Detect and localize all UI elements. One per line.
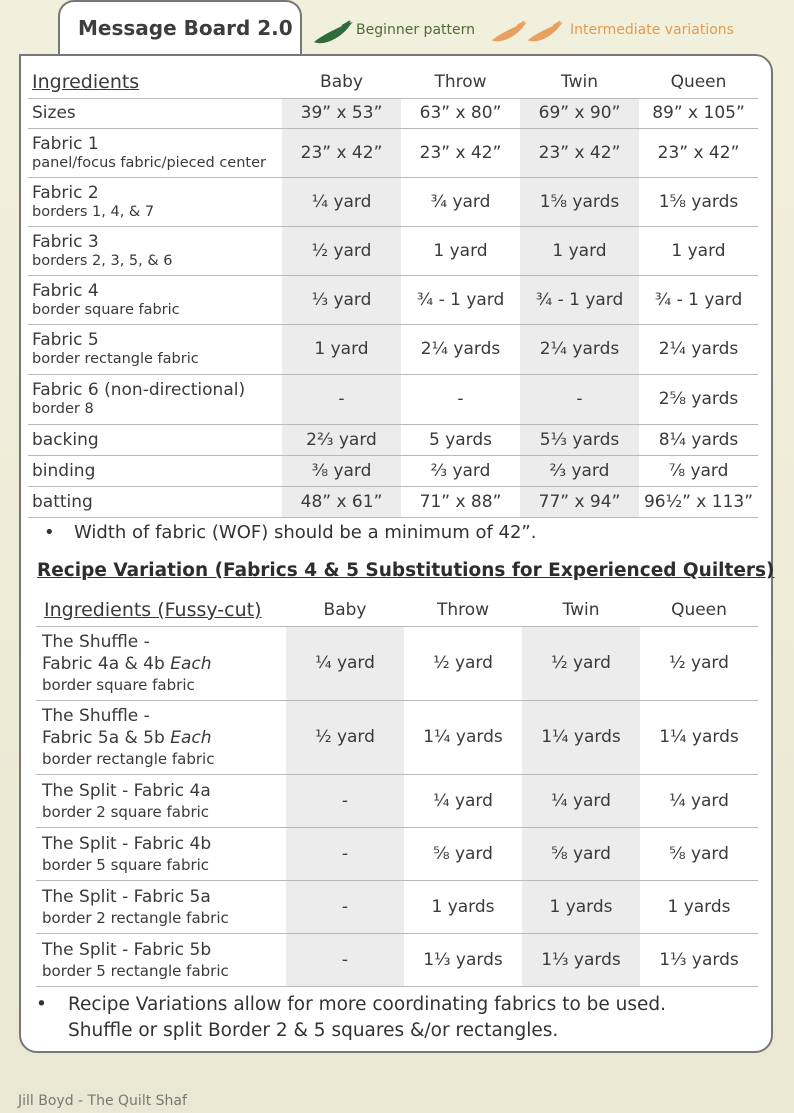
intermediate-legend: Intermediate variations bbox=[570, 22, 734, 38]
cell-value: - bbox=[282, 374, 401, 424]
cell-value: 1⅓ yards bbox=[640, 933, 758, 986]
row-label bbox=[28, 324, 282, 374]
cell-value: ¾ - 1 yard bbox=[639, 275, 758, 324]
cell-value: 5⅓ yards bbox=[520, 424, 639, 455]
table-row bbox=[36, 774, 758, 827]
cell-value: 2¼ yards bbox=[639, 324, 758, 374]
table-header-row bbox=[28, 66, 758, 98]
orange-chili-icon bbox=[526, 20, 564, 46]
column-header: Queen bbox=[640, 594, 758, 626]
cell-value: ⅜ yard bbox=[282, 455, 401, 486]
row-label-line2: Fabric 4a & 4b Each bbox=[42, 654, 212, 674]
cell-value: 1⅓ yards bbox=[522, 933, 640, 986]
beginner-legend: Beginner pattern bbox=[356, 22, 475, 38]
cell-value: ½ yard bbox=[404, 626, 522, 700]
cell-value: ¼ yard bbox=[286, 626, 404, 700]
cell-value: ¼ yard bbox=[522, 774, 640, 827]
row-label-sub: borders 1, 4, & 7 bbox=[32, 203, 155, 220]
cell-value: ¼ yard bbox=[404, 774, 522, 827]
cell-value: 96½” x 113” bbox=[639, 486, 758, 517]
column-header: Baby bbox=[282, 66, 401, 98]
cell-value: ¼ yard bbox=[640, 774, 758, 827]
row-label-sub: borders 2, 3, 5, & 6 bbox=[32, 252, 173, 269]
cell-value: 1¼ yards bbox=[404, 700, 522, 774]
table-row bbox=[36, 626, 758, 700]
wof-note-text: Width of fabric (WOF) should be a minimum of 42”. bbox=[74, 522, 537, 543]
cell-value: 2¼ yards bbox=[401, 324, 520, 374]
row-label-main: Fabric 5 bbox=[32, 330, 99, 350]
column-header: Queen bbox=[639, 66, 758, 98]
cell-value: 89” x 105” bbox=[639, 98, 758, 128]
table-row bbox=[36, 933, 758, 986]
variation-table bbox=[36, 594, 758, 987]
row-label-sub: border square fabric bbox=[42, 676, 195, 694]
row-label bbox=[28, 275, 282, 324]
row-label-sub: border 5 rectangle fabric bbox=[42, 961, 229, 980]
cell-value: 8¼ yards bbox=[639, 424, 758, 455]
table-row bbox=[36, 827, 758, 880]
row-label bbox=[28, 177, 282, 226]
green-chili-icon bbox=[312, 20, 354, 48]
row-label-main: The Split - Fabric 5a bbox=[42, 886, 211, 907]
row-label bbox=[28, 128, 282, 177]
table-row bbox=[36, 880, 758, 933]
row-label-main: The Split - Fabric 4b bbox=[42, 833, 212, 854]
cell-value: 1 yards bbox=[640, 880, 758, 933]
cell-value: ¼ yard bbox=[282, 177, 401, 226]
recipe-variation-title: Recipe Variation (Fabrics 4 & 5 Substitutions for Experienced Quilters) bbox=[37, 560, 775, 581]
cell-value: - bbox=[286, 827, 404, 880]
cell-value: 71” x 88” bbox=[401, 486, 520, 517]
cell-value: 1¼ yards bbox=[640, 700, 758, 774]
row-label: binding bbox=[28, 455, 282, 486]
row-label-sub: border square fabric bbox=[32, 301, 180, 318]
cell-value: 1⅓ yards bbox=[404, 933, 522, 986]
ingredients-table bbox=[28, 66, 758, 518]
cell-value: 1⅝ yards bbox=[639, 177, 758, 226]
cell-value: 23” x 42” bbox=[401, 128, 520, 177]
row-label-sub: border 5 square fabric bbox=[42, 855, 210, 874]
cell-value: - bbox=[520, 374, 639, 424]
orange-chili-icon bbox=[490, 20, 528, 46]
table-row bbox=[28, 455, 758, 486]
cell-value: 1 yards bbox=[404, 880, 522, 933]
row-label bbox=[36, 700, 286, 774]
cell-value: 1 yards bbox=[522, 880, 640, 933]
table-row bbox=[28, 275, 758, 324]
cell-value: 77” x 94” bbox=[520, 486, 639, 517]
column-header: Throw bbox=[404, 594, 522, 626]
cell-value: ¾ - 1 yard bbox=[401, 275, 520, 324]
cell-value: 1 yard bbox=[639, 226, 758, 275]
cell-value: ⅞ yard bbox=[639, 455, 758, 486]
cell-value: - bbox=[286, 933, 404, 986]
row-label bbox=[36, 626, 286, 700]
table-row bbox=[36, 700, 758, 774]
row-label-main: The Split - Fabric 4a bbox=[42, 780, 211, 801]
cell-value: 23” x 42” bbox=[520, 128, 639, 177]
cell-value: 69” x 90” bbox=[520, 98, 639, 128]
column-header: Baby bbox=[286, 594, 404, 626]
cell-value: 1⅝ yards bbox=[520, 177, 639, 226]
row-label-sub: border 2 square fabric bbox=[42, 802, 210, 821]
cell-value: ½ yard bbox=[522, 626, 640, 700]
cell-value: 39” x 53” bbox=[282, 98, 401, 128]
footer-credit: Jill Boyd - The Quilt Shaf bbox=[18, 1093, 187, 1109]
table-row bbox=[28, 374, 758, 424]
cell-value: ½ yard bbox=[286, 700, 404, 774]
recipe-note bbox=[36, 992, 667, 1044]
row-label-main: Fabric 6 (non-directional) bbox=[32, 380, 246, 400]
cell-value: ½ yard bbox=[282, 226, 401, 275]
row-label: batting bbox=[28, 486, 282, 517]
row-label-sub: border 8 bbox=[32, 401, 94, 417]
cell-value: 63” x 80” bbox=[401, 98, 520, 128]
table-row bbox=[28, 486, 758, 517]
column-header: Throw bbox=[401, 66, 520, 98]
cell-value: ⅝ yard bbox=[640, 827, 758, 880]
row-label: Sizes bbox=[28, 98, 282, 128]
cell-value: 5 yards bbox=[401, 424, 520, 455]
row-label-main: Fabric 4 bbox=[32, 280, 99, 301]
cell-value: ¾ - 1 yard bbox=[520, 275, 639, 324]
row-label-main: The Shuffle - bbox=[42, 706, 150, 726]
row-label-main: The Split - Fabric 5b bbox=[42, 939, 212, 960]
bullet: • bbox=[44, 522, 55, 543]
cell-value: - bbox=[401, 374, 520, 424]
table-row bbox=[28, 424, 758, 455]
cell-value: ⅝ yard bbox=[522, 827, 640, 880]
row-label-main: Fabric 1 bbox=[32, 133, 99, 154]
cell-value: ⅝ yard bbox=[404, 827, 522, 880]
cell-value: ¾ yard bbox=[401, 177, 520, 226]
recipe-note-line: Recipe Variations allow for more coordinating fabrics to be used. bbox=[68, 994, 667, 1015]
column-header: Ingredients bbox=[28, 66, 282, 98]
column-header: Ingredients (Fussy-cut) bbox=[36, 594, 286, 626]
cell-value: 1 yard bbox=[282, 324, 401, 374]
cell-value: 48” x 61” bbox=[282, 486, 401, 517]
row-label bbox=[36, 774, 286, 827]
cell-value: 1¼ yards bbox=[522, 700, 640, 774]
pattern-title: Message Board 2.0 bbox=[78, 16, 293, 40]
cell-value: ⅓ yard bbox=[282, 275, 401, 324]
table-row bbox=[28, 324, 758, 374]
row-label-main: The Shuffle - bbox=[42, 632, 150, 652]
row-label-main: Fabric 3 bbox=[32, 231, 99, 252]
row-label-line2: Fabric 5a & 5b Each bbox=[42, 728, 212, 748]
cell-value: 1 yard bbox=[520, 226, 639, 275]
row-label bbox=[28, 374, 282, 424]
cell-value: - bbox=[286, 774, 404, 827]
row-label-sub: panel/focus fabric/pieced center bbox=[32, 154, 266, 171]
row-label-sub: border rectangle fabric bbox=[32, 351, 199, 367]
cell-value: 2¼ yards bbox=[520, 324, 639, 374]
table-row bbox=[28, 98, 758, 128]
recipe-note-line: Shuffle or split Border 2 & 5 squares &/or rectangles. bbox=[68, 1020, 559, 1041]
cell-value: ½ yard bbox=[640, 626, 758, 700]
table-row bbox=[28, 226, 758, 275]
cell-value: 1 yard bbox=[401, 226, 520, 275]
table-row bbox=[28, 128, 758, 177]
cell-value: 2⅔ yard bbox=[282, 424, 401, 455]
cell-value: 23” x 42” bbox=[282, 128, 401, 177]
column-header: Twin bbox=[522, 594, 640, 626]
row-label-main: Fabric 2 bbox=[32, 182, 99, 203]
row-label-sub: border rectangle fabric bbox=[42, 750, 215, 768]
row-label bbox=[36, 827, 286, 880]
row-label: backing bbox=[28, 424, 282, 455]
table-row bbox=[28, 177, 758, 226]
row-label bbox=[28, 226, 282, 275]
cell-value: ⅔ yard bbox=[401, 455, 520, 486]
cell-value: 2⅝ yards bbox=[639, 374, 758, 424]
bullet: • bbox=[36, 994, 47, 1015]
row-label-sub: border 2 rectangle fabric bbox=[42, 908, 229, 927]
wof-note bbox=[44, 522, 537, 543]
row-label bbox=[36, 880, 286, 933]
table-header-row bbox=[36, 594, 758, 626]
cell-value: ⅔ yard bbox=[520, 455, 639, 486]
column-header: Twin bbox=[520, 66, 639, 98]
row-label bbox=[36, 933, 286, 986]
cell-value: - bbox=[286, 880, 404, 933]
cell-value: 23” x 42” bbox=[639, 128, 758, 177]
